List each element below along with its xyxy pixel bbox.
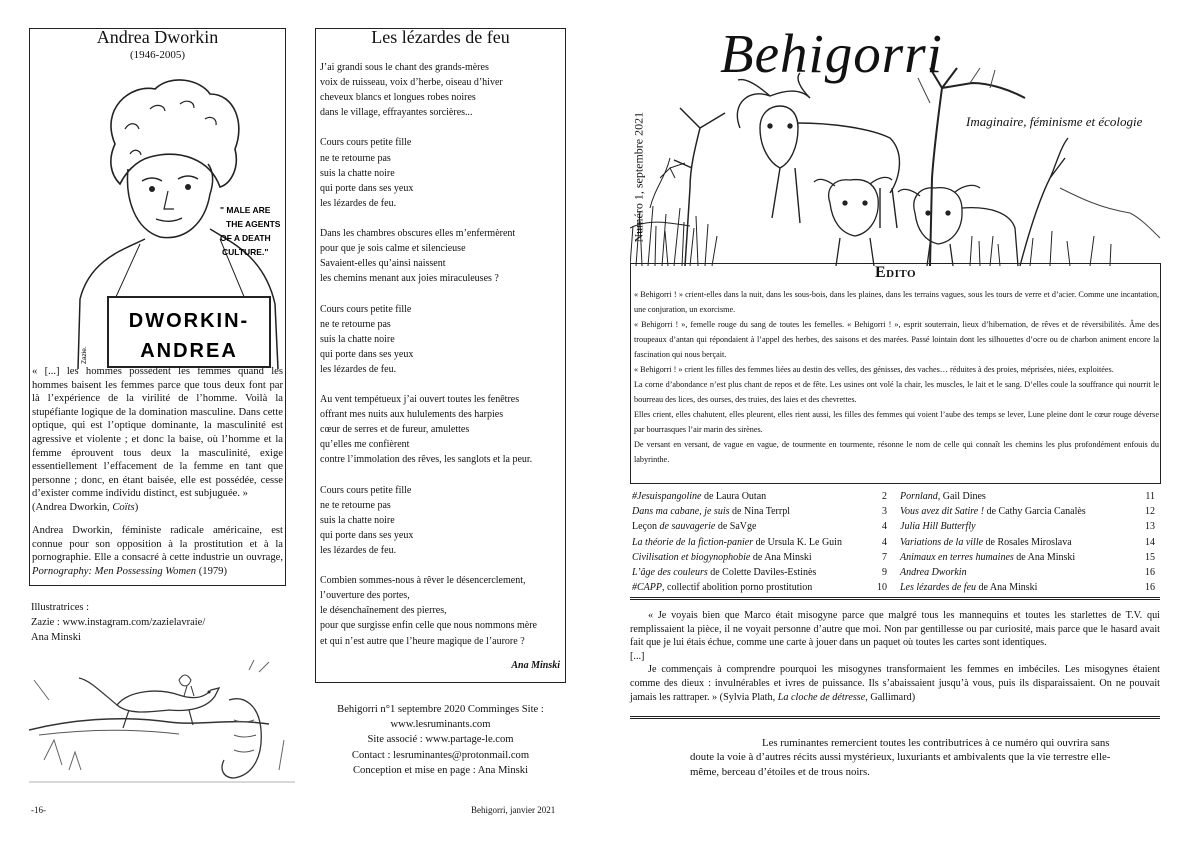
poem-stanza <box>320 573 564 648</box>
toc-page-number: 2 <box>882 491 887 502</box>
edito-paragraph: « Behigorri ! » crient les filles des femmes liées au destin des velles, des génisses, des vaches… réduites à des proies, méprisées, niées, exploitées. <box>634 365 1114 374</box>
dworkin-sign-line2: ANDREA <box>140 340 238 362</box>
toc-entry[interactable] <box>900 565 1155 580</box>
toc-page-number: 7 <box>882 551 887 563</box>
toc-title: Pornland <box>900 491 938 502</box>
toc-title: Dans ma cabane, je suis <box>632 506 730 518</box>
toc-title: Andrea Dworkin <box>900 566 967 578</box>
toc-title: Variations de la ville <box>900 536 984 548</box>
toc-page-number: 4 <box>882 536 887 548</box>
toc-entry[interactable]: Pornland, Gail Dines 11 <box>900 489 1155 504</box>
footer-issue-date: Behigorri, janvier 2021 <box>471 805 556 815</box>
poem-stanza <box>320 302 564 377</box>
poem-line: pour que surgisse enfin celle que nous nommons mère <box>320 620 537 632</box>
poem-line: les lézardes de feu. <box>320 545 397 556</box>
toc-page-number: 10 <box>877 582 887 594</box>
edito-paragraph: Elles crient, elles chahutent, elles pleurent, elles rient aussi, les filles des femmes qui voient l’aube des temps se lever, Lune pleine dont le cœur rouge déverse par bourrasques l’air marin des sirènes. <box>634 410 1159 434</box>
poem-line: qui porte dans ses yeux <box>320 529 414 541</box>
toc-entry[interactable]: Civilisation et biogynophobie de Ana Minski 7 <box>632 550 887 565</box>
poem-line: Au vent tempétueux j’ai ouvert toutes les fenêtres <box>320 394 520 406</box>
illustrator-ana: Ana Minski <box>31 632 81 643</box>
poem-stanza <box>320 226 564 286</box>
toc-title: #Jesuispangoline <box>632 491 702 502</box>
poem-line: Cours cours petite fille <box>320 137 412 149</box>
poem-line: pour que je sois calme et silencieuse <box>320 243 466 255</box>
toc-page-number: 16 <box>1145 566 1155 578</box>
plath-quote <box>630 609 1160 704</box>
plath-para1: « Je voyais bien que Marco était misogyne parce que malgré tous les mannequins et toutes les starlettes de T.V. qui remplissaient la pièce, il ne voyait personne d’autre que moi. Non par gentillesse ou par curiosité, mais parce que le hasard avait fait que je lui étais échue, comme une carte à jouer dans un paquet où toutes les cartes sont identiques. <box>630 610 1160 649</box>
toc-title: L’âge des couleurs <box>632 566 708 578</box>
credits-design: Conception et mise en page : Ana Minski <box>352 764 529 776</box>
dworkin-quote: « [...] les hommes possèdent les femmes quand les hommes baisent les femmes parce que tous deux font par là l’expérience de la virilité de l’homme. Voilà la stupéfiante logique de la domination masculine. Dans cette optique, qui est l’optique dominante, la masculinité est agressive et violente ; et donc la baise, où l’homme et la femme éprouvent tous deux la masculinité, exige essentiellement l’effacement de la femme en tant que personne ; donc, en étant baisée, elle est possédée, cesse d’exister comme individu distinct, est subjuguée. » (Andrea Dworkin, Coïts) <box>32 366 283 513</box>
toc-title: Animaux en terres humaines <box>900 551 1014 563</box>
toc-entry[interactable]: Animaux en terres humaines de Ana Minski 15 <box>900 550 1155 565</box>
edito-paragraph: De versant en versant, de vague en vague, de tourmente en tourmente, résonne le nom de celle qui connaît les chemins les plus profondément enfouis du labyrinthe. <box>634 440 1159 464</box>
poem-line: cheveux blancs et longues robes noires <box>320 92 476 104</box>
poem-stanza <box>320 60 564 120</box>
wildlife-drawing <box>29 660 295 783</box>
poem-line: l’ouverture des portes, <box>320 590 410 602</box>
toc-entry[interactable]: Les lézardes de feu de Ana Minski 16 <box>900 580 1155 595</box>
toc-page-number: 13 <box>1145 521 1155 533</box>
poem-line: Dans les chambres obscures elles m’enfermèrent <box>320 228 516 240</box>
dworkin-box <box>29 28 286 586</box>
toc-entry[interactable]: Leçon de sauvagerie de SaVge 4 <box>632 519 887 534</box>
dworkin-bio: Andrea Dworkin, féministe radicale américaine, est connue pour son opposition à la prostitution et à la pornographie. Elle a consacré à cette industrie un ouvrage, Pornography: Men Possessing Women (1979) <box>32 525 283 577</box>
toc-page-number: 12 <box>1145 506 1155 518</box>
poem-stanzas <box>320 60 564 664</box>
toc-page-number: 3 <box>882 506 887 518</box>
edito-body <box>634 287 1159 467</box>
poem-line: suis la chatte noire <box>320 514 395 526</box>
toc-title: #CAPP <box>632 582 662 594</box>
poem-stanza <box>320 483 564 558</box>
toc-title: Les lézardes de feu <box>900 582 977 594</box>
toc-entry[interactable]: Vous avez dit Satire ! de Cathy Garcia Canalès 12 <box>900 504 1155 519</box>
poem-author: Ana Minski <box>511 660 560 671</box>
toc-left-column <box>632 489 887 595</box>
poem-line: qui porte dans ses yeux <box>320 348 414 360</box>
poem-line: voix de ruisseau, voix d’herbe, oiseau d’hiver <box>320 77 503 89</box>
plath-ellipsis: [...] <box>630 650 645 662</box>
edito-box <box>630 263 1161 484</box>
thanks-note: Les ruminantes remercient toutes les contributrices à ce numéro qui ouvrira sans doute la voie à d’autres récits aussi mystérieux, luxuriants et ambivalents que la vie terrestre elle-même, berceau d’étoiles et de trous noirs. <box>690 737 1111 778</box>
poem-stanza <box>320 135 564 210</box>
toc-right-column <box>900 489 1155 595</box>
poem-line: Cours cours petite fille <box>320 484 412 496</box>
poem-title: Les lézardes de feu <box>371 27 510 47</box>
footer-page-number: -16- <box>31 805 46 815</box>
credits <box>315 702 566 778</box>
poem-line: qu’elles me confièrent <box>320 439 410 451</box>
toc-page-number: 4 <box>882 521 887 533</box>
illustrator-zazie: Zazie : www.instagram.com/zazielavraie/ <box>31 617 206 628</box>
toc-title: de sauvagerie <box>659 521 716 533</box>
dworkin-portrait-drawing <box>70 69 285 369</box>
poem-line: Savaient-elles qu’ainsi naissent <box>320 258 446 270</box>
edito-paragraph: « Behigorri ! », femelle rouge du sang de toutes les femelles. « Behigorri ! », esprit souterrain, lieux d’hibernation, de rêves et de réversibilités. Âme des troupeaux d’antan qui répondaient à l’appel des herbes, des saisons et des marées. Passé lointain dont les silhouettes d’ocre ou de charbon animent encore la fascination qui nous berçait. <box>634 320 1159 359</box>
toc-entry[interactable]: L’âge des couleurs de Colette Daviles-Estinès 9 <box>632 565 887 580</box>
poem-line: et qui n’est autre que l’heure magique de l’aurore ? <box>320 635 525 647</box>
poem-line: les lézardes de feu. <box>320 197 397 209</box>
poem-line: dans le village, effrayantes sorcières... <box>320 107 473 119</box>
poem-line: Combien sommes-nous à rêver le désencerclement, <box>320 575 526 587</box>
toc-title: Civilisation et biogynophobie <box>632 551 751 563</box>
edito-title: Edito <box>874 264 917 281</box>
toc-entry[interactable]: #CAPP, collectif abolition porno prostitution 10 <box>632 580 887 595</box>
dworkin-drawing-text: " MALE ARE THE AGENTS OF A DEATH CULTURE." <box>220 205 281 257</box>
poem-box <box>315 28 566 683</box>
illustrators-heading: Illustratrices : <box>31 602 90 613</box>
poem-line: les chemins menant aux joies miraculeuses ? <box>320 273 499 285</box>
credits-associated-site[interactable]: Site associé : www.partage-le.com <box>367 734 514 746</box>
poem-line: suis la chatte noire <box>320 333 395 345</box>
toc-entry[interactable]: #Jesuispangoline de Laura Outan 2 <box>632 489 887 504</box>
toc-page-number: 11 <box>1145 491 1155 502</box>
credits-contact[interactable]: Contact : lesruminantes@protonmail.com <box>351 749 530 761</box>
edito-paragraph: « Behigorri ! » crient-elles dans la nuit, dans les sous-bois, dans les plaines, dans les terrains vagues, sous les tours de verre et d’acier. Comme une incantation, une conjuration, un exorcisme. <box>634 290 1159 314</box>
poem-line: les lézardes de feu. <box>320 363 397 375</box>
toc-entry[interactable] <box>900 519 1155 534</box>
poem-line: Cours cours petite fille <box>320 303 412 315</box>
toc-page-number: 14 <box>1145 536 1155 548</box>
credits-line: Behigorri n°1 septembre 2020 Comminges Site : <box>337 704 544 715</box>
illustrators-credit <box>31 600 286 645</box>
toc-entry[interactable]: Dans ma cabane, je suis de Nina Terrpl 3 <box>632 504 887 519</box>
toc-title: Julia Hill Butterfly <box>900 521 976 533</box>
poem-stanza <box>320 392 564 467</box>
poem-line: suis la chatte noire <box>320 167 395 179</box>
edito-paragraph: La corne d’abondance n’est plus chant de repos et de fête. Les usines ont volé la chair, les muscles, le lait et le sang. D’elles coule la souffrance qui nourrit le bourreau des lices, des ourses, des truies, des laies et des chevrettes. <box>634 380 1159 404</box>
credits-website[interactable]: www.lesruminants.com <box>390 719 491 731</box>
cover-issue: Numéro 1, septembre 2021 <box>631 111 646 243</box>
poem-line: cœur de serres et de fureur, amulettes <box>320 424 470 436</box>
dworkin-dates: (1946-2005) <box>130 49 185 61</box>
poem-line: contre l’immolation des rêves, les sanglots et la peur. <box>320 454 533 466</box>
dworkin-sign-line1: DWORKIN- <box>128 310 250 332</box>
plath-para2: Je commençais à comprendre pourquoi les misogynes transformaient les femmes en imbéciles. Les misogynes étaient comme des dieux : invulnérables et ivres de puissance. Ils s’abaissaient jusqu’à vous, puis ils disparaissaient. On ne pouvait jamais les rattraper. » (Sylvia Plath, La cloche de détresse, Gallimard) <box>630 664 1160 703</box>
poem-line: le désenchaînement des pierres, <box>320 605 447 617</box>
toc-title: Vous avez dit Satire ! <box>900 506 985 518</box>
poem-line: ne te retourne pas <box>320 499 391 511</box>
cover-logo: Behigorri <box>720 23 943 84</box>
poem-line: offrant mes nuits aux hululements des harpies <box>320 409 504 421</box>
toc-page-number: 15 <box>1145 551 1155 563</box>
plath-quote-block <box>630 608 1160 719</box>
cover-tagline: Imaginaire, féminisme et écologie <box>966 114 1143 129</box>
table-of-contents <box>630 489 1160 600</box>
poem-line: qui porte dans ses yeux <box>320 182 414 194</box>
poem-line: ne te retourne pas <box>320 152 391 164</box>
toc-title: La théorie de la fiction-panier <box>632 536 754 548</box>
toc-entry[interactable]: La théorie de la fiction-panier de Ursula K. Le Guin 4 <box>632 535 887 550</box>
poem-line: J’ai grandi sous le chant des grands-mères <box>320 62 489 73</box>
dworkin-title: Andrea Dworkin <box>96 27 219 47</box>
toc-entry[interactable]: Variations de la ville de Rosales Miroslava 14 <box>900 535 1155 550</box>
dworkin-artist-signature: Zazie. <box>81 346 88 364</box>
poem-line: ne te retourne pas <box>320 318 391 330</box>
toc-page-number: 16 <box>1145 582 1155 594</box>
toc-page-number: 9 <box>882 566 887 578</box>
